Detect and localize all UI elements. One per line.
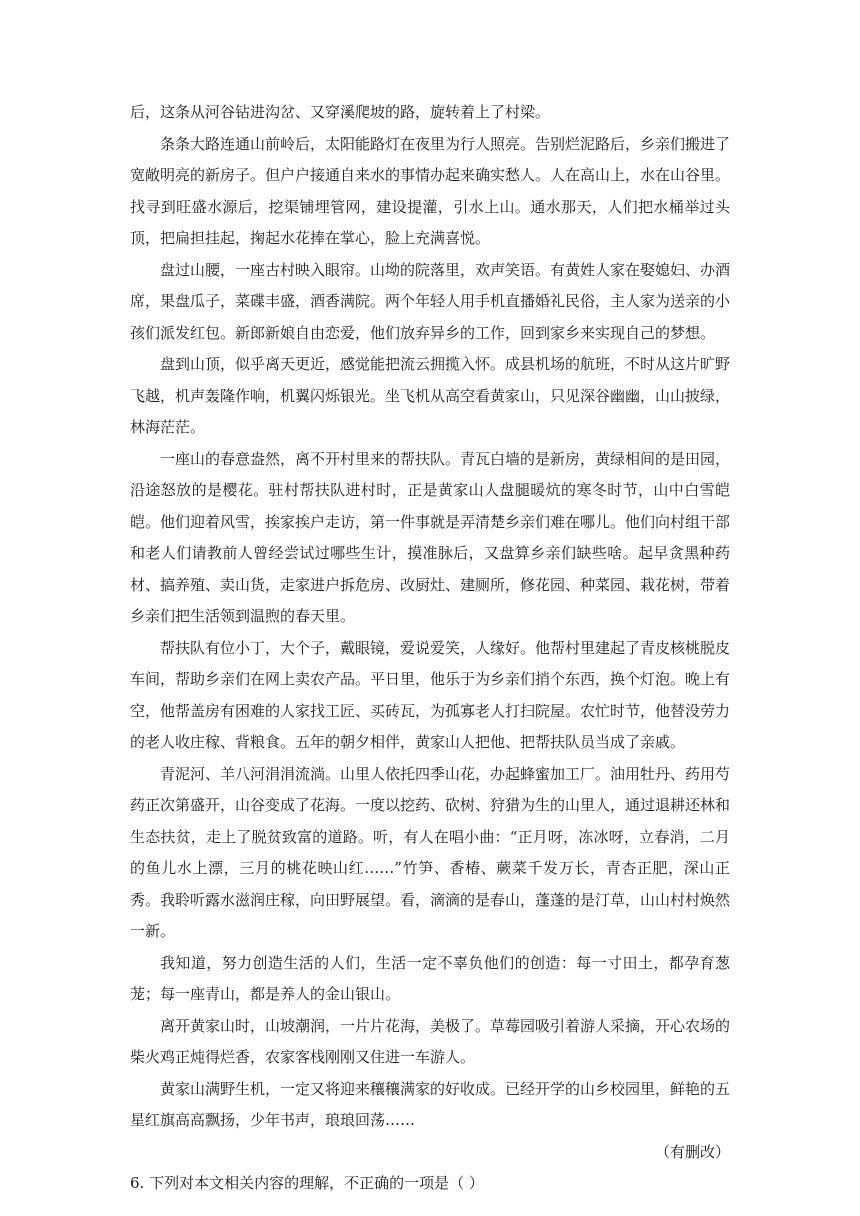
article-paragraph: 我知道，努力创造生活的人们，生活一定不辜负他们的创造：每一寸田土，都孕育葱茏；每一座青山，都是养人的金山银山。	[130, 953, 730, 1003]
article-paragraph: 帮扶队有位小丁，大个子，戴眼镜，爱说爱笑，人缘好。他帮村里建起了青皮核桃脱皮车间，帮助乡亲们在网上卖农产品。平日里，他乐于为乡亲们捎个东西，换个灯泡。晚上有空，他帮盖房有困难的人家找工匠、买砖瓦，为孤寡老人打扫院屋。农忙时节，他替没劳力的老人收庄稼、背粮食。五年的朝夕相伴，黄家山人把他、把帮扶队员当成了亲戚。	[130, 638, 731, 751]
article-paragraph: 青泥河、羊八河涓涓流淌。山里人依托四季山花，办起蜂蜜加工厂。油用牡丹、药用芍药正次第盛开，山谷变成了花海。一度以挖药、砍树、狩猎为生的山里人，通过退耕还林和生态扶贫，走上了脱贫致富的道路。听，有人在唱小曲：“正月呀，冻冰呀，立春消，二月的鱼儿水上漂，三月的桃花映山红……”竹笋、香椿、蕨菜千发万长，青杏正肥，深山正秀。我聆听露水滋润庄稼，向田野展望。看，滴滴的是春山，蓬蓬的是汀草，山山村村焕然一新。	[130, 764, 731, 940]
article-paragraph: 盘过山腰，一座古村映入眼帘。山坳的院落里，欢声笑语。有黄姓人家在娶媳妇、办酒席，果盘瓜子，菜碟丰盛，酒香满院。两个年轻人用手机直播婚礼民俗，主人家为送亲的小孩们派发红包。新郎新娘自由恋爱，他们放弃异乡的工作，回到家乡来实现自己的梦想。	[130, 260, 731, 342]
article-paragraph: 条条大路连通山前岭后，太阳能路灯在夜里为行人照亮。告别烂泥路后，乡亲们搬进了宽敞明亮的新房子。但户户接通自来水的事情办起来确实愁人。人在高山上，水在山谷里。找寻到旺盛水源后，挖渠铺埋管网，建设提灌，引水上山。通水那天，人们把水桶举过头顶，把扁担挂起，掬起水花捧在掌心，脸上充满喜悦。	[130, 134, 731, 247]
article-paragraph: 黄家山满野生机，一定又将迎来穰穰满家的好收成。已经开学的山乡校园里，鲜艳的五星红旗高高飘扬，少年书声，琅琅回荡……	[130, 1079, 731, 1129]
article-paragraph: 后，这条从河谷钻进沟岔、又穿溪爬坡的路，旋转着上了村梁。	[130, 103, 551, 121]
article-paragraph: 离开黄家山时，山坡潮润，一片片花海，美极了。草莓园吸引着游人采摘，开心农场的柴火鸡正炖得烂香，农家客栈刚刚又住进一车游人。	[130, 1016, 731, 1066]
source-note: （有删改）	[654, 1142, 730, 1161]
article-paragraph: 一座山的春意盎然，离不开村里来的帮扶队。青瓦白墙的是新房，黄绿相间的是田园，沿途怒放的是樱花。驻村帮扶队进村时，正是黄家山人盘腿暖炕的寒冬时节，山中白雪皑皑。他们迎着风雪，挨家挨户走访，第一件事就是弄清楚乡亲们难在哪儿。他们向村组干部和老人们请教前人曾经尝试过哪些生计，摸准脉后，又盘算乡亲们缺些啥。起早贪黑种药材、搞养殖、卖山货，走家进户拆危房、改厨灶、建厕所，修花园、种菜园、栽花树，带着乡亲们把生活领到温煦的春天里。	[130, 449, 731, 625]
article-paragraph: 盘到山顶，似乎离天更近，感觉能把流云拥揽入怀。成县机场的航班，不时从这片旷野飞越，机声轰隆作响，机翼闪烁银光。坐飞机从高空看黄家山，只见深谷幽幽，山山披绿，林海茫茫。	[130, 355, 731, 436]
article-body	[130, 97, 730, 1200]
question-stem: 6. 下列对本文相关内容的理解，不正确的一项是（ ）	[130, 1174, 484, 1192]
